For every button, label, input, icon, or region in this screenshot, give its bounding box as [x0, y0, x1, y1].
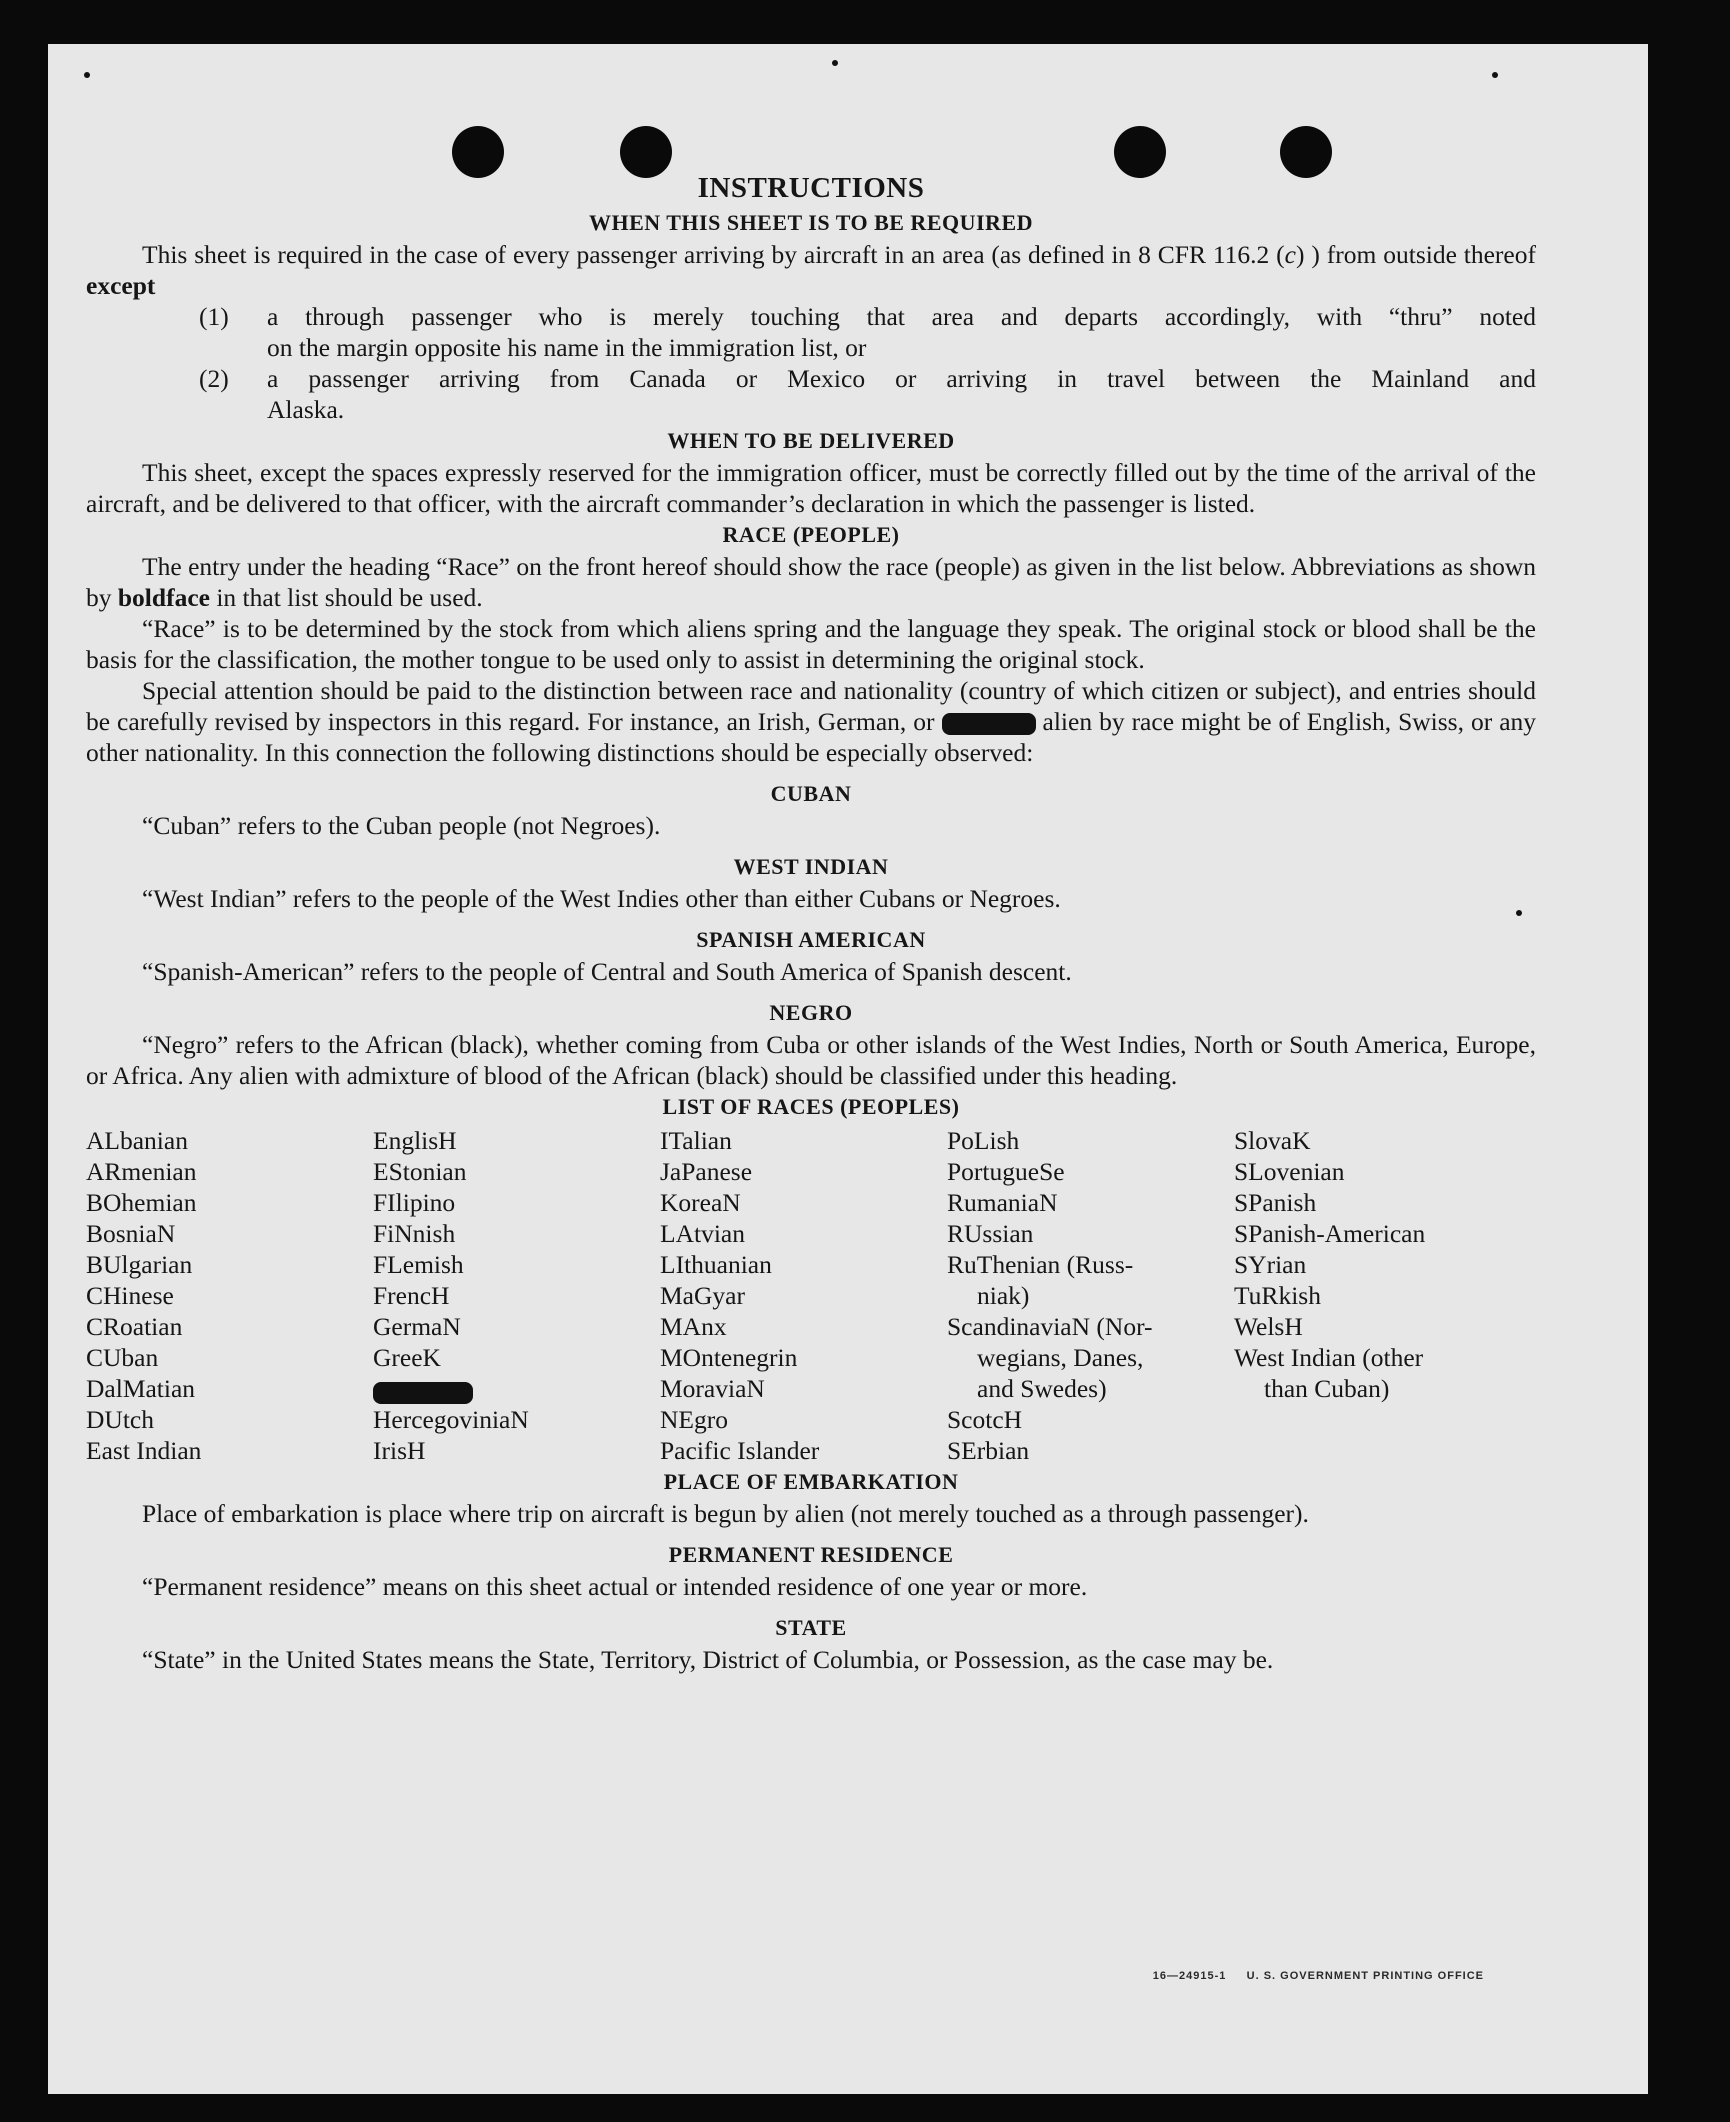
race-entry: CUban [86, 1343, 159, 1372]
race-entry: RUssian [947, 1219, 1034, 1248]
race-entry: TuRkish [1234, 1281, 1321, 1310]
race-entry: ARmenian [86, 1157, 197, 1186]
exception-item-1: (1) a through passenger who is merely touching that area and departs accordingly, with “thru” noted on the margin opposite his name in the immigration list, or [199, 302, 1536, 362]
race-entry: DalMatian [86, 1374, 196, 1403]
race-entry: MAnx [660, 1312, 727, 1341]
section-heading-cuban: CUBAN [770, 781, 852, 806]
race-entry: wegians, Danes, [977, 1343, 1144, 1372]
instructions-content [86, 168, 1536, 1675]
race-entry: Pacific Islander [660, 1436, 820, 1465]
spanish-american-text: “Spanish-American” refers to the people of Central and South America of Spanish descent. [142, 957, 1072, 986]
race-entry: EStonian [373, 1157, 467, 1186]
printer-name: U. S. GOVERNMENT PRINTING OFFICE [1246, 1970, 1484, 1982]
embarkation-text: Place of embarkation is place where trip on aircraft is begun by alien (not merely touched as a through passenger). [142, 1499, 1309, 1529]
race-entry: JaPanese [660, 1157, 753, 1186]
delivered-text: This sheet, except the spaces expressly reserved for the immigration officer, must be correctly filled out by the time of the arrival of the aircraft, and be delivered to that officer, with the aircraft commander’s declaration in which the passenger is listed. [86, 458, 1536, 518]
races-column [1234, 1125, 1521, 1466]
race-entry: LIthuanian [660, 1250, 772, 1279]
race-entry: RuThenian (Russ- [947, 1250, 1134, 1279]
negro-text: “Negro” refers to the African (black), whether coming from Cuba or other islands of the West Indies, North or South America, Europe, or Africa. Any alien with admixture of blood of the African (black) should be classified under this heading. [86, 1030, 1536, 1090]
west-indian-text: “West Indian” refers to the people of the West Indies other than either Cubans or Negroes. [142, 884, 1061, 913]
section-heading-delivered: WHEN TO BE DELIVERED [667, 428, 955, 453]
document-page [48, 44, 1648, 2094]
races-column [86, 1125, 373, 1466]
page-title: INSTRUCTIONS [697, 172, 925, 204]
race-entry: ALbanian [86, 1126, 188, 1155]
required-intro: This sheet is required in the case of every passenger arriving by aircraft in an area (as defined in 8 CFR 116.2 (c) ) from outside thereof except [86, 240, 1536, 300]
section-heading-race: RACE (PEOPLE) [722, 522, 900, 547]
race-entry: FiNnish [373, 1219, 456, 1248]
races-list [86, 1125, 1536, 1466]
section-heading-races-list: LIST OF RACES (PEOPLES) [662, 1094, 960, 1119]
race-entry: BOhemian [86, 1188, 197, 1217]
race-entry: than Cuban) [1264, 1374, 1390, 1403]
race-entry: KoreaN [660, 1188, 741, 1217]
race-entry: GreeK [373, 1343, 441, 1372]
race-entry: MoraviaN [660, 1374, 765, 1403]
race-paragraph-1: The entry under the heading “Race” on the front hereof should show the race (people) as given in the list below. Abbreviations as shown by boldface in that list should be used. [86, 552, 1536, 612]
redaction-mark [373, 1382, 473, 1404]
race-entry: PoLish [947, 1126, 1020, 1155]
race-entry: MaGyar [660, 1281, 745, 1310]
race-entry: SYrian [1234, 1250, 1307, 1279]
race-entry: niak) [977, 1281, 1030, 1310]
race-entry: CRoatian [86, 1312, 183, 1341]
speck [1492, 72, 1498, 78]
form-number: 16—24915-1 [1152, 1970, 1227, 1982]
race-entry: EnglisH [373, 1126, 457, 1155]
races-column [660, 1125, 947, 1466]
race-entry: PortugueSe [947, 1157, 1065, 1186]
race-entry: RumaniaN [947, 1188, 1058, 1217]
races-column [373, 1125, 660, 1466]
race-entry: WelsH [1234, 1312, 1303, 1341]
race-entry: DUtch [86, 1405, 154, 1434]
race-paragraph-2: “Race” is to be determined by the stock from which aliens spring and the language they speak. The original stock or blood shall be the basis for the classification, the mother tongue to be used only to assist in determining the original stock. [86, 614, 1536, 674]
printer-footer [1153, 1970, 1484, 1982]
race-entry: GermaN [373, 1312, 461, 1341]
race-entry: BosniaN [86, 1219, 176, 1248]
race-entry: LAtvian [660, 1219, 745, 1248]
race-entry: SErbian [947, 1436, 1030, 1465]
race-entry-redacted [373, 1373, 660, 1404]
residence-text: “Permanent residence” means on this sheet actual or intended residence of one year or more. [142, 1572, 1088, 1602]
race-entry: and Swedes) [977, 1374, 1107, 1403]
race-entry: SlovaK [1234, 1126, 1311, 1155]
race-entry: West Indian (other [1234, 1343, 1424, 1372]
race-entry: ScandinaviaN (Nor- [947, 1312, 1153, 1341]
section-heading-spanish-american: SPANISH AMERICAN [696, 927, 926, 952]
exception-item-2: (2) a passenger arriving from Canada or Mexico or arriving in travel between the Mainland and Alaska. [199, 364, 1536, 424]
section-heading-residence: PERMANENT RESIDENCE [668, 1542, 954, 1568]
race-entry: FLemish [373, 1250, 464, 1279]
section-heading-embarkation: PLACE OF EMBARKATION [663, 1469, 959, 1495]
cuban-text: “Cuban” refers to the Cuban people (not Negroes). [142, 811, 661, 840]
race-entry: FIlipino [373, 1188, 456, 1217]
race-entry: East Indian [86, 1436, 202, 1465]
race-entry: SPanish-American [1234, 1219, 1426, 1248]
section-heading-negro: NEGRO [769, 1000, 853, 1025]
section-heading-required: WHEN THIS SHEET IS TO BE REQUIRED [588, 210, 1034, 235]
section-heading-west-indian: WEST INDIAN [733, 854, 889, 879]
race-entry: HercegoviniaN [373, 1405, 529, 1435]
race-entry: BUlgarian [86, 1250, 193, 1279]
races-column [947, 1125, 1234, 1466]
race-entry: ScotcH [947, 1405, 1023, 1434]
race-entry: SLovenian [1234, 1157, 1345, 1186]
race-entry: MOntenegrin [660, 1343, 798, 1372]
race-entry: FrencH [373, 1281, 450, 1310]
race-entry: SPanish [1234, 1188, 1317, 1217]
redaction-mark [942, 713, 1036, 735]
state-text: “State” in the United States means the State, Territory, District of Columbia, or Possession, as the case may be. [142, 1645, 1274, 1675]
race-entry: IrisH [373, 1436, 426, 1466]
speck [84, 72, 90, 78]
race-paragraph-3: Special attention should be paid to the distinction between race and nationality (country of which citizen or subject), and entries should be carefully revised by inspectors in this regard. For instance, an Irish, German, or alien by race might be of English, Swiss, or any other nationality. In this connection the following distinctions should be especially observed: [86, 676, 1537, 767]
speck [832, 60, 838, 66]
race-entry: NEgro [660, 1405, 728, 1434]
section-heading-state: STATE [775, 1615, 847, 1641]
race-entry: ITalian [660, 1126, 732, 1155]
race-entry: CHinese [86, 1281, 174, 1310]
